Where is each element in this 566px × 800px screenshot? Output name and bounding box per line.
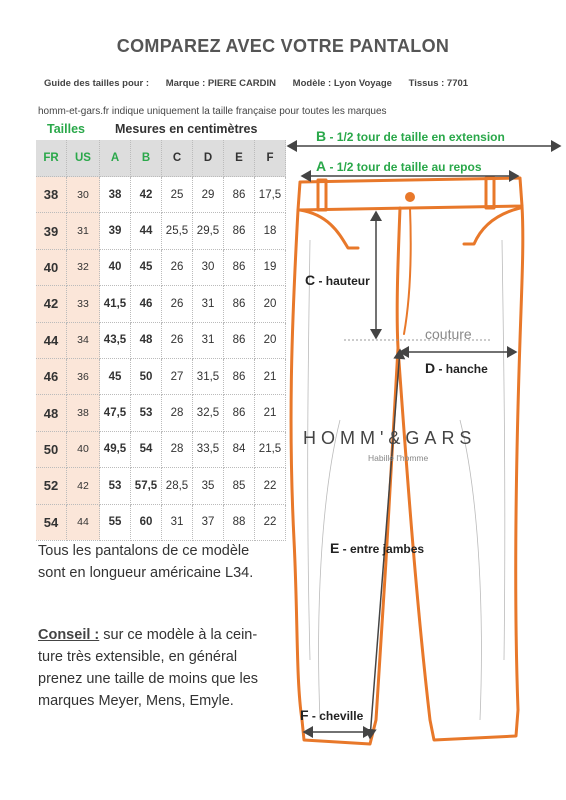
table-row [36,468,286,504]
cell-a: 53 [100,468,131,504]
guide-label: Guide des tailles pour : [44,78,150,89]
cell-a: 47,5 [100,395,131,431]
cell-b: 54 [131,431,162,467]
label-f-text: - cheville [308,709,364,723]
table-row [36,322,286,358]
brand-logo: HOMM'&GARS [303,428,477,448]
cell-d: 32,5 [193,395,224,431]
cell-a: 39 [100,213,131,249]
cell-f: 22 [255,504,286,540]
cell-fr: 52 [36,468,67,504]
cell-c: 28 [162,431,193,467]
cell-a: 41,5 [100,286,131,322]
cell-e: 86 [224,213,255,249]
cell-f: 22 [255,468,286,504]
cell-b: 53 [131,395,162,431]
cell-fr: 42 [36,286,67,322]
size-table-body [36,177,286,541]
cell-fr: 38 [36,177,67,213]
couture-label: couture [425,326,472,342]
conseil-line2: ture très extensible, en général [38,649,238,665]
cell-d: 30 [193,249,224,285]
cell-d: 35 [193,468,224,504]
cell-us: 34 [67,322,100,358]
cell-b: 48 [131,322,162,358]
cell-f: 19 [255,249,286,285]
table-row [36,286,286,322]
label-c-text: - hauteur [315,274,370,288]
table-row [36,249,286,285]
cell-a: 49,5 [100,431,131,467]
label-a-text: - 1/2 tour de taille au repos [326,160,482,174]
cell-us: 36 [67,358,100,394]
table-row [36,177,286,213]
cell-e: 86 [224,322,255,358]
cell-c: 28,5 [162,468,193,504]
cell-e: 86 [224,358,255,394]
cell-e: 85 [224,468,255,504]
cell-us: 33 [67,286,100,322]
label-d-text: - hanche [435,362,488,376]
cell-a: 45 [100,358,131,394]
cell-f: 18 [255,213,286,249]
conseil-line1-text: sur ce modèle à la cein- [99,627,258,643]
table-row [36,431,286,467]
cell-a: 38 [100,177,131,213]
header-c: C [162,140,193,177]
cell-f: 21,5 [255,431,286,467]
cell-c: 25,5 [162,213,193,249]
length-info-line2: sont en longueur américaine L34. [38,565,254,581]
cell-b: 50 [131,358,162,394]
brand-tagline: Habille l'homme [368,453,429,463]
conseil-line1 [38,624,273,646]
cell-f: 20 [255,322,286,358]
header-a: A [100,140,131,177]
cell-b: 60 [131,504,162,540]
conseil-label: Conseil : [38,627,100,643]
label-e-letter: E [330,540,340,556]
cell-c: 26 [162,286,193,322]
cell-us: 31 [67,213,100,249]
label-d-letter: D [425,360,436,376]
cell-d: 31 [193,286,224,322]
cell-f: 21 [255,358,286,394]
belt-loop-right [486,178,494,208]
belt-loop-left [318,180,326,210]
cell-e: 86 [224,177,255,213]
header-f: F [255,140,286,177]
cell-us: 42 [67,468,100,504]
cell-fr: 40 [36,249,67,285]
size-table-header [36,140,286,177]
header-fr: FR [36,140,67,177]
cell-a: 55 [100,504,131,540]
cell-fr: 46 [36,358,67,394]
label-c [305,272,370,288]
mesures-label: Mesures en centimètres [115,122,258,136]
cell-fr: 39 [36,213,67,249]
conseil-block [38,624,273,712]
label-f [300,707,363,723]
table-row [36,213,286,249]
cell-us: 30 [67,177,100,213]
guide-line [44,78,482,89]
length-info [38,540,253,584]
pocket-left [300,210,358,248]
label-a-letter: A [316,158,327,174]
cell-e: 86 [224,286,255,322]
cell-e: 84 [224,431,255,467]
cell-b: 42 [131,177,162,213]
pocket-right [464,208,520,244]
label-e-text: - entre jambes [339,542,425,556]
guide-marque: Marque : PIERE CARDIN [165,78,277,89]
cell-d: 31,5 [193,358,224,394]
cell-d: 31 [193,322,224,358]
cell-us: 38 [67,395,100,431]
label-e [330,540,424,556]
cell-fr: 48 [36,395,67,431]
cell-b: 44 [131,213,162,249]
cell-b: 46 [131,286,162,322]
fly-stitch [404,208,411,334]
cell-f: 20 [255,286,286,322]
table-row [36,358,286,394]
cell-b: 57,5 [131,468,162,504]
cell-d: 37 [193,504,224,540]
page-title: COMPAREZ AVEC VOTRE PANTALON [116,36,450,56]
size-note: homm-et-gars.fr indique uniquement la taille française pour toutes les marques [38,106,387,117]
guide-tissus: Tissus : 7701 [408,78,469,89]
cell-us: 40 [67,431,100,467]
length-info-line1: Tous les pantalons de ce modèle [38,543,250,559]
cell-b: 45 [131,249,162,285]
header-e: E [224,140,255,177]
cell-a: 43,5 [100,322,131,358]
cell-c: 25 [162,177,193,213]
size-table [36,140,286,541]
header-us: US [67,140,100,177]
cell-a: 40 [100,249,131,285]
cell-c: 28 [162,395,193,431]
cell-us: 44 [67,504,100,540]
guide-modele: Modèle : Lyon Voyage [292,78,392,89]
cell-c: 31 [162,504,193,540]
header-d: D [193,140,224,177]
tailles-label: Tailles [47,122,85,136]
cell-fr: 54 [36,504,67,540]
table-row [36,504,286,540]
conseil-line3: prenez une taille de moins que les [38,671,259,687]
label-b-text: - 1/2 tour de taille en extension [326,130,505,144]
cell-d: 33,5 [193,431,224,467]
cell-d: 29,5 [193,213,224,249]
cell-c: 26 [162,249,193,285]
cell-e: 86 [224,249,255,285]
label-b [316,128,505,144]
header-b: B [131,140,162,177]
cell-fr: 44 [36,322,67,358]
conseil-line4: marques Meyer, Mens, Emyle. [38,693,234,709]
cell-f: 17,5 [255,177,286,213]
fly-seam [397,208,400,348]
waist-button [405,192,415,202]
label-c-letter: C [305,272,316,288]
label-a [316,158,482,174]
cell-d: 29 [193,177,224,213]
label-f-letter: F [300,707,309,723]
cell-c: 27 [162,358,193,394]
cell-e: 86 [224,395,255,431]
label-b-letter: B [316,128,327,144]
cell-f: 21 [255,395,286,431]
cell-us: 32 [67,249,100,285]
cell-e: 88 [224,504,255,540]
cell-fr: 50 [36,431,67,467]
cell-c: 26 [162,322,193,358]
label-d [425,360,488,376]
table-row [36,395,286,431]
